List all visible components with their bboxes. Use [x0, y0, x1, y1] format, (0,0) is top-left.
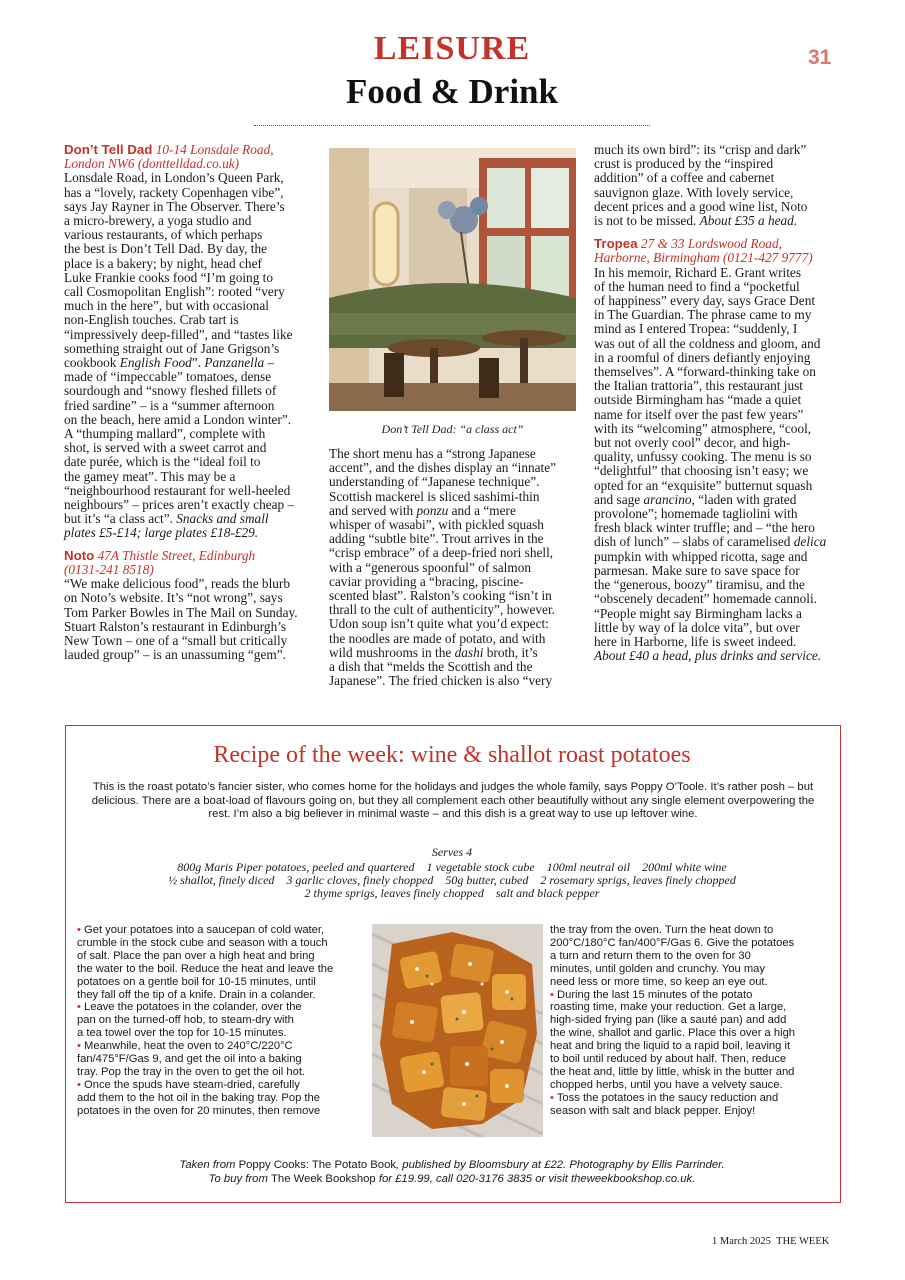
method-step: During the last 15 minutes of the potato roasting time, make your reduction. Get a large, high-sided frying pan (like a sauté pan) and add the wine, shallot and garlic. Place this over a high heat and bring the liquid to a rapid boil, leaving it to boil until reduced by about half. Then, reduce the heat and, little by little, whisk in the butter and chopped herbs, until you have a velvety sauce.	[550, 988, 796, 1091]
price-note: About £40 a head, plus drinks and service.	[594, 648, 822, 664]
price-note: About £35 a head.	[699, 213, 798, 229]
book-title: Poppy Cooks: The Potato Book	[238, 1159, 397, 1171]
restaurant-address: 47A Thistle Street, Edinburgh	[94, 547, 256, 563]
price-note: Snacks and small plates £5-£14; large plates £18-£29.	[64, 511, 269, 541]
method-left	[77, 924, 367, 1118]
restaurant-name-dont-tell-dad: Don’t Tell Dad	[64, 142, 153, 157]
publication-name: THE WEEK	[776, 1236, 830, 1247]
recipe-intro: This is the roast potato’s fancier sister, who comes home for the holidays and judges the whole family, says Poppy O’Toole. It’s rather posh – but delicious. There are a boat-load of flavours going on, but they all complement each other beautifully without any single element overpowering the rest. I’m also a big believer in minimal waste – and this dish is a great way to use up leftover wine.	[91, 781, 815, 821]
column-2: The short menu has a “strong Japanese accent”, and the dishes display an “innate” understanding of “Japanese technique”. Scottish mackerel is sliced sashimi-thin and served with ponzu and a “mere whisper of wasabi”, with pickled squash adding “subtle bite”. Trout arrives in the “crisp embrace” of a deep-fried nori shell, with a “generous spoonful” of salmon caviar providing a “bracing, piscine- scented blast”. Ralston’s cooking “isn’t in thrall to the cult of authenticity”, however. Udon soup isn’t quite what you’d expect: the noodles are made of potato, and with wild mushrooms in the dashi broth, it’s a dish that “melds the Scottish and the Japanese”. The fried chicken is also “very	[329, 446, 557, 689]
serves: Serves 4	[431, 845, 473, 859]
page-title: Food & Drink	[346, 72, 558, 111]
restaurant-address: 10-14 Lonsdale Road,	[152, 142, 274, 157]
column-1: Don’t Tell Dad 10-14 Lonsdale Road, London NW6 (donttelldad.co.uk) Lonsdale Road, in London’s Queen Park, has a “lovely, rackety Copenhagen vibe”, says Jay Rayner in The Observer. There’s a micro-brewery, a yoga studio and various restaurants, of which perhaps the best is Don’t Tell Dad. By day, the place is a bakery; by night, head chef Luke Frankie cooks food “I’m going to call Cosmopolitan English”: rooted “very much in the here”, but with occasional non-English touches. Crab tart is “impressively deep-filled”, and “tastes like something straight out of Jane Grigson’s cookbook English Food”. Panzanella – made of “impeccable” tomatoes, dense sourdough and “snowy fleshed fillets of fried sardine” – is a “summer afternoon on the beach, here amid a London winter”. A “thumping mallard”, complete with shot, is served with a sweet carrot and date purée, which is the “ideal foil to the gamey meat”. This may be a “neighbourhood restaurant for well-heeled neighbours” – prices aren’t exactly cheap – but it’s “a class act”. Snacks and small plates £5-£14; large plates £18-£29. Noto 47A Thistle Street, Edinburgh (0131-241 8518) “We make delicious food”, reads the blurb on Noto’s website. It’s “not wrong”, says Tom Parker Bowles in The Mail on Sunday. Stuart Ralston’s restaurant in Edinburgh’s New Town – one of a “small but critically lauded group” – is an unassuming “gem”.	[64, 142, 298, 663]
bullet: •	[77, 1001, 81, 1014]
footer	[712, 1236, 829, 1247]
restaurant-name-tropea: Tropea	[594, 236, 638, 252]
photo-caption: Don’t Tell Dad: “a class act”	[381, 422, 524, 436]
dining-room-illustration	[329, 148, 576, 411]
potato-photo	[372, 924, 543, 1137]
restaurant-address: 27 & 33 Lordswood Road,	[637, 236, 782, 252]
section-title: LEISURE	[373, 30, 531, 67]
restaurant-address-cont: (0131-241 8518)	[64, 561, 154, 577]
recipe-credit: Taken from Poppy Cooks: The Potato Book, published by Bloomsbury at £22. Photography by Ellis Parrinder. To buy from The Week Bookshop for £19.99, call 020-3176 3835 or visit theweekbookshop.co.uk.	[179, 1159, 725, 1185]
restaurant-name-noto: Noto	[64, 547, 95, 563]
restaurant-photo	[329, 148, 576, 411]
method-right	[550, 924, 835, 1118]
review-text: The short menu has a “strong Japanese accent”, and the dishes display an “innate” understanding of “Japanese technique”. Scottish mackerel is sliced sashimi-thin and served with	[329, 446, 557, 518]
column-3: much its own bird”: its “crisp and dark” crust is produced by the “inspired addition” of a coffee and cabernet sauvignon glaze. With lovely service, decent prices and a good wine list, Noto is not to be missed. About £35 a head. Tropea 27 & 33 Lordswood Road, Harborne, Birmingham (0121-427 9777) In his memoir, Richard E. Grant writes of the human need to find a “pocketful of happiness” every day, says Grace Dent in The Guardian. The phrase came to my mind as I entered Tropea: “suddenly, I was out of all the coldness and gloom, and in a roomful of diners defiantly enjoying themselves”. A “forward-thinking take on the Italian trattoria”, this restaurant just outside Birmingham has “made a quiet name for itself over the past few years” with its “welcoming” atmosphere, “cool, but not overly cool” decor, and high- quality, unfussy cooking. The menu is so “delightful” that choosing isn’t easy; we opted for an “exquisite” butternut squash and sage arancino, “laden with grated provolone”; homemade tagliolini with fresh black winter truffle; and – “the hero dish of lunch” – slabs of caramelised delica pumpkin with whipped ricotta, sage and parmesan. Make sure to save space for the “generous, boozy” tiramisu, and the “obscenely decadent” homemade cannoli. “People might say Birmingham lacks a little by way of la dolce vita”, but over here in Harborne, life is sweet indeed. About £40 a head, plus drinks and service.	[594, 142, 827, 664]
review-text: Lonsdale Road, in London’s Queen Park, has a “lovely, rackety Copenhagen vibe”, says Jay Rayner in The Observer. There’s a micro-brewery, a yoga studio and various restaurants, of which perhaps the best is Don’t Tell Dad. By day, the place is a bakery; by night, head chef Luke Frankie cooks food “I’m going to call Cosmopolitan English”: rooted “very much in the here”, but with occasional non-English touches. Crab tart is “impressively deep-filled”, and “tastes like something straight out of Jane Grigson’s cookbook	[64, 170, 293, 371]
method-step: Toss the potatoes in the saucy reduction and season with salt and black pepper. Enjoy!	[550, 1091, 779, 1117]
bullet: •	[77, 924, 81, 936]
method-step: the tray from the oven. Turn the heat down to 200°C/180°C fan/400°F/Gas 6. Give the potatoes a turn and return them to the oven for 30 minutes, until golden and crunchy. You may need less or more time, so keep an eye out.	[550, 924, 795, 988]
review-text: In his memoir, Richard E. Grant writes of the human need to find a “pocketful of happiness” every day, says Grace Dent in The Guardian. The phrase came to my mind as I entered Tropea: “suddenly, I was out of all the coldness and gloom, and in a roomful of diners defiantly enjoying themselves”. A “forward-thinking take on the Italian trattoria”, this restaurant just outside Birmingham has “made a quiet name for itself over the past few years” with its “welcoming” atmosphere, “cool, but not overly cool” decor, and high- quality, unfussy cooking. The menu is so “delightful” that choosing isn’t easy; we opted for an “exquisite” butternut squash and sage	[594, 264, 821, 507]
bullet: •	[77, 1040, 81, 1053]
bullet: •	[550, 1091, 554, 1104]
roast-potatoes-illustration	[372, 924, 543, 1137]
review-text: “We make delicious food”, reads the blurb on Noto’s website. It’s “not wrong”, says Tom Parker Bowles in The Mail on Sunday. Stuart Ralston’s restaurant in Edinburgh’s New Town – one of a “small but critically lauded group” – is an unassuming “gem”.	[64, 576, 298, 663]
restaurant-address-cont: Harborne, Birmingham (0121-427 9777)	[594, 250, 813, 266]
bullet: •	[550, 988, 554, 1001]
ingredients-list: 800g Maris Piper potatoes, peeled and quartered 1 vegetable stock cube 100ml neutral oil 200ml white wine ½ shallot, finely diced 3 garlic cloves, finely chopped 50g butter, cubed 2 rosemary sprigs, leaves finely chopped 2 thyme sprigs, leaves finely chopped salt and black pepper	[168, 860, 736, 900]
issue-date: 1 March 2025	[712, 1236, 771, 1247]
bookshop-name: The Week Bookshop	[271, 1173, 376, 1185]
method-step: Once the spuds have steam-dried, carefully add them to the hot oil in the baking tray. Pop the potatoes in the oven for 20 minutes, then remove	[77, 1078, 321, 1117]
review-text: much its own bird”: its “crisp and dark” crust is produced by the “inspired addition” of a coffee and cabernet sauvignon glaze. With lovely service, decent prices and a good wine list, Noto is not to be missed.	[594, 142, 808, 229]
recipe-title: Recipe of the week: wine & shallot roast potatoes	[213, 742, 691, 768]
title-divider	[254, 125, 650, 126]
method-step: Meanwhile, heat the oven to 240°C/220°C fan/475°F/Gas 9, and get the oil into a baking tray. Pop the tray in the oven to get the oil hot.	[77, 1040, 306, 1078]
method-step: Get your potatoes into a saucepan of cold water, crumble in the stock cube and season with a touch of salt. Place the pan over a high heat and bring the water to the boil. Reduce the heat and leave the potatoes on a gentle boil for 10-15 minutes, until they fall off the tip of a knife. Drain in a colander.	[77, 924, 334, 1001]
bullet: •	[77, 1078, 81, 1091]
restaurant-address-cont: London NW6 (donttelldad.co.uk)	[64, 156, 240, 172]
page-number: 31	[808, 46, 832, 69]
method-step: Leave the potatoes in the colander, over the pan on the turned-off hob, to steam-dry with a tea towel over the top for 10-15 minutes.	[77, 1001, 302, 1040]
